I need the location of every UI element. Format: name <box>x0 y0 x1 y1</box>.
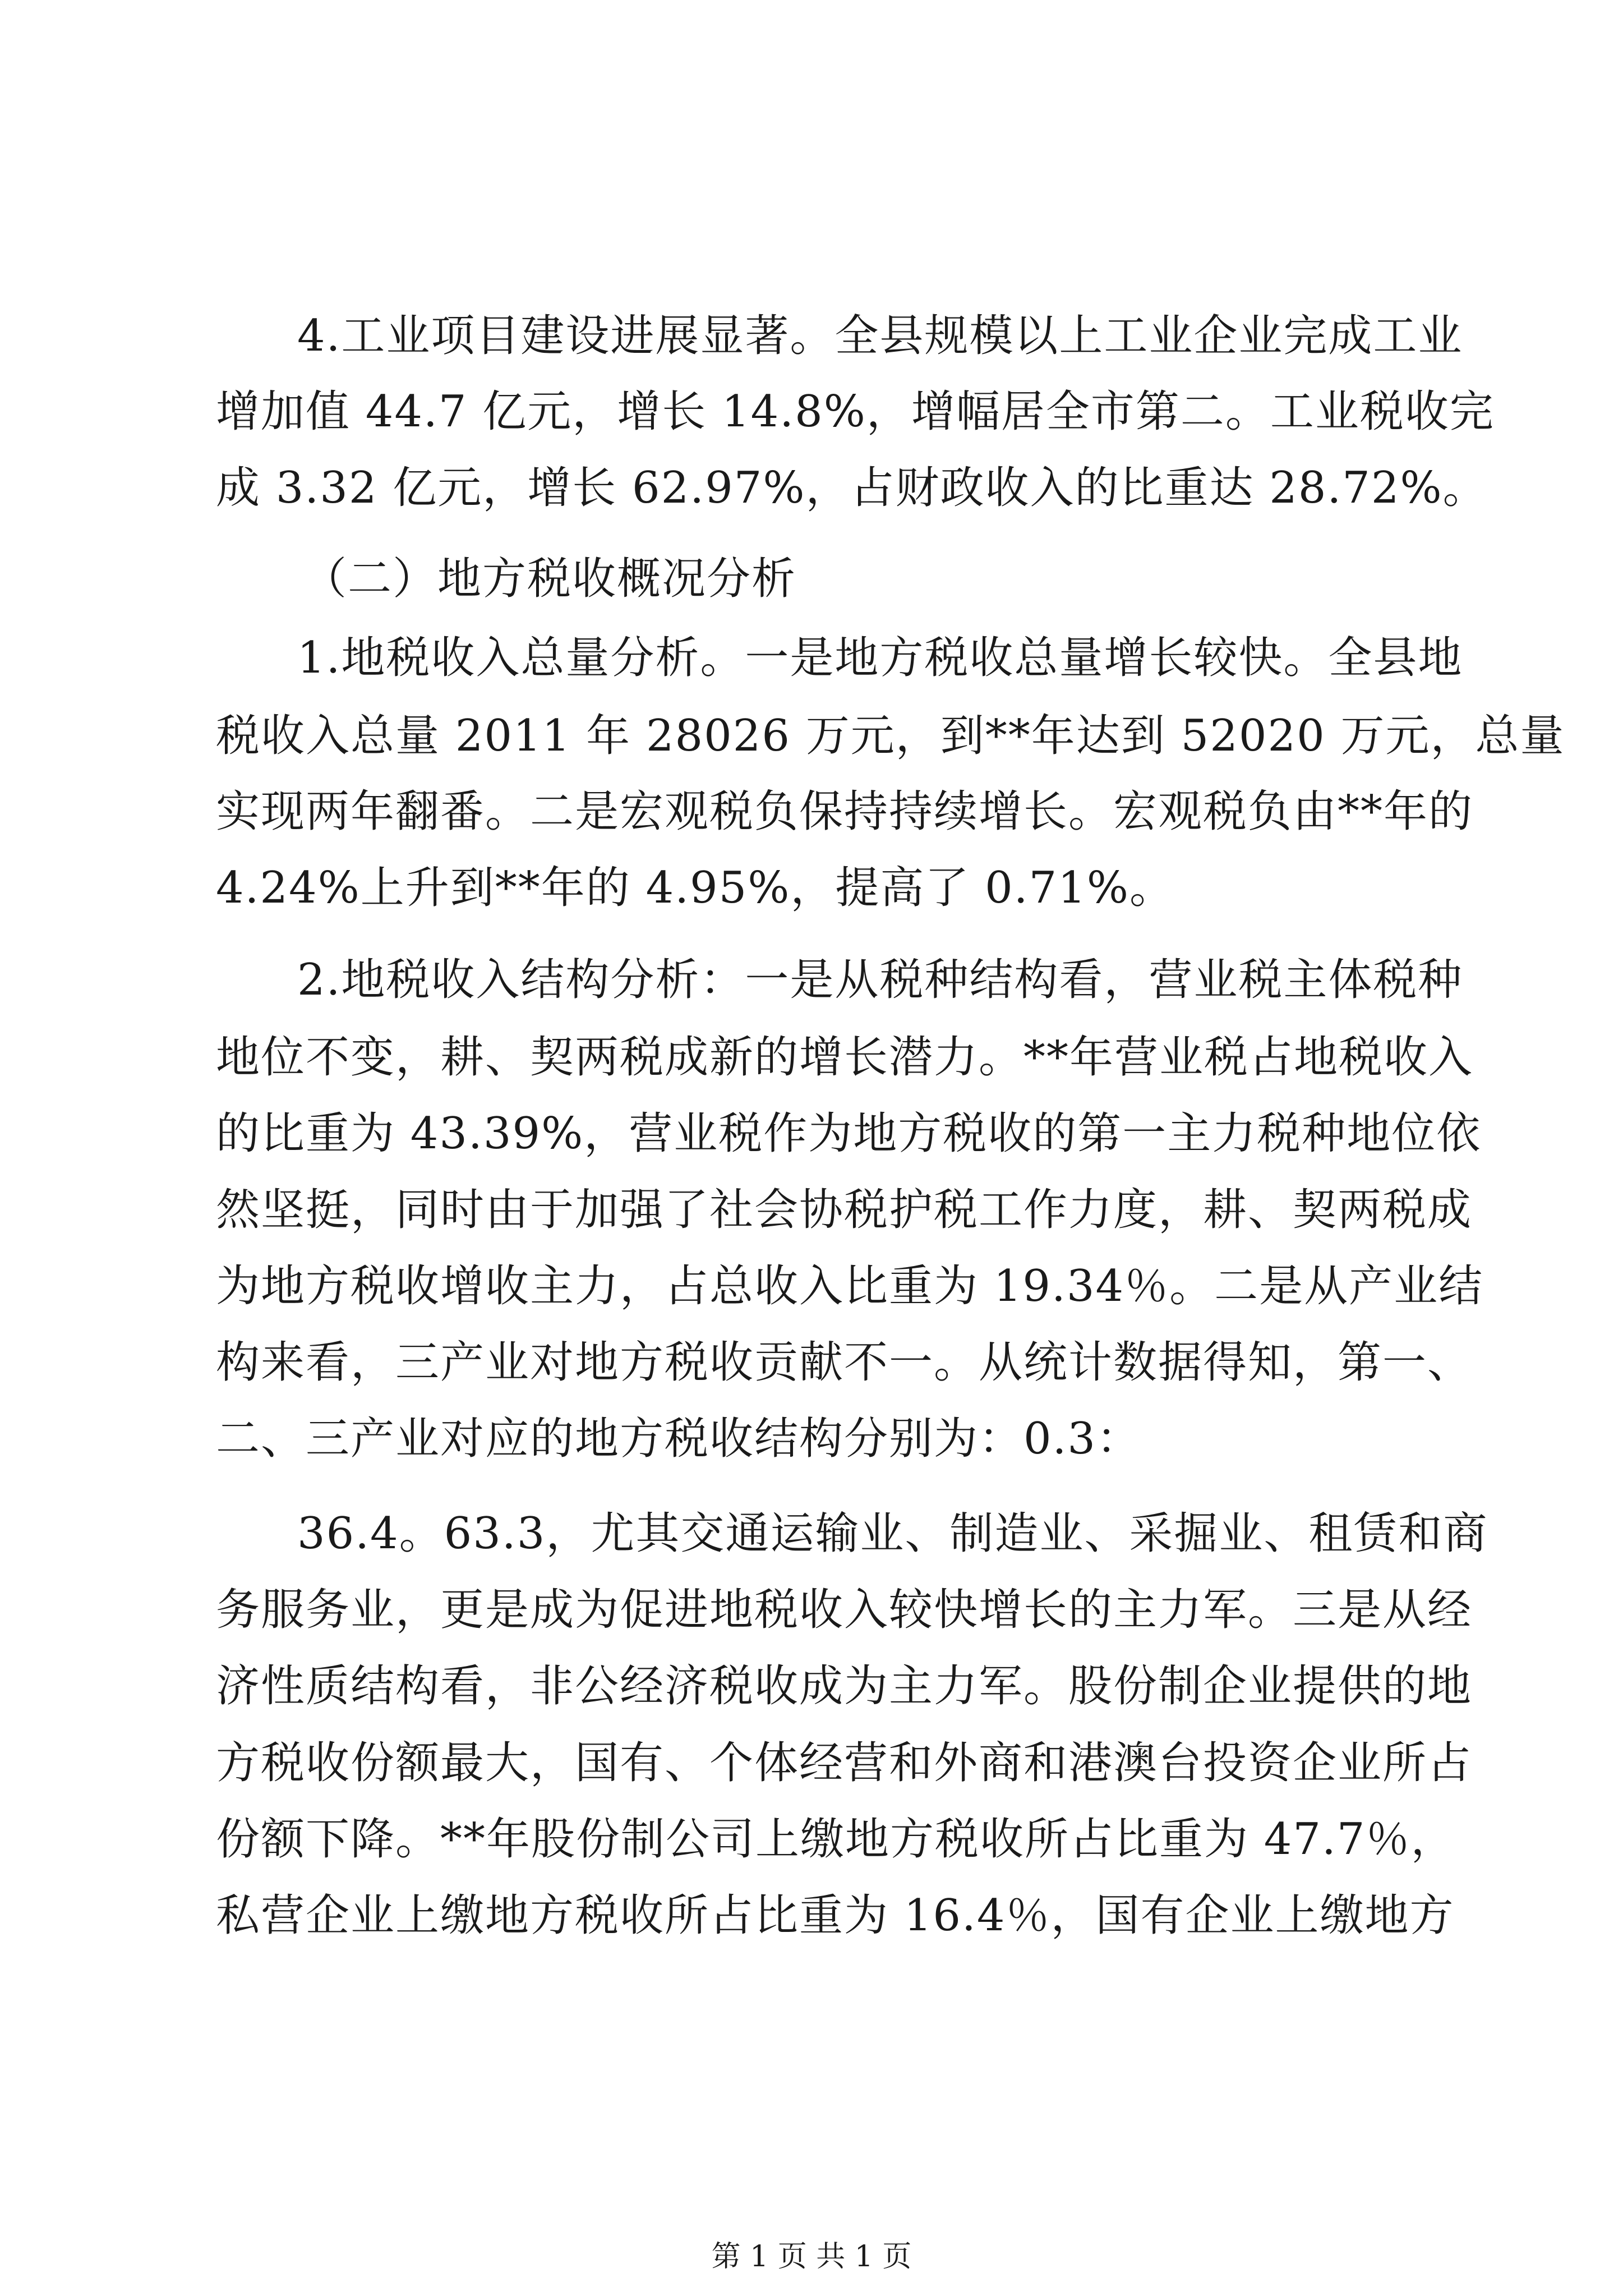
paragraph-total-line-3: 实现两年翻番。二是宏观税负保持持续增长。宏观税负由**年的 <box>216 786 1474 837</box>
paragraph-ownership-line-1: 36.4。63.3，尤其交通运输业、制造业、采掘业、租赁和商 <box>297 1508 1488 1559</box>
paragraph-structure-line-1: 2.地税收入结构分析：一是从税种结构看，营业税主体税种 <box>297 955 1463 1005</box>
paragraph-ownership-line-4: 方税收份额最大，国有、个体经营和外商和港澳台投资企业所占 <box>216 1738 1473 1788</box>
paragraph-ownership-line-3: 济性质结构看，非公经济税收成为主力军。股份制企业提供的地 <box>216 1661 1473 1711</box>
paragraph-ownership-line-6: 私营企业上缴地方税收所占比重为 16.4％，国有企业上缴地方 <box>216 1890 1455 1941</box>
paragraph-structure-line-6: 构来看，三产业对地方税收贡献不一。从统计数据得知，第一、 <box>216 1337 1473 1388</box>
paragraph-industrial-line-3: 成 3.32 亿元，增长 62.97%，占财政收入的比重达 28.72%。 <box>216 463 1488 513</box>
paragraph-ownership-line-2: 务服务业，更是成为促进地税收入较快增长的主力军。三是从经 <box>216 1585 1473 1635</box>
page-footer: 第 1 页 共 1 页 <box>711 2240 912 2274</box>
paragraph-industrial-line-1: 4.工业项目建设进展显著。全县规模以上工业企业完成工业 <box>297 311 1463 361</box>
paragraph-structure-line-2: 地位不变，耕、契两税成新的增长潜力。**年营业税占地税收入 <box>216 1032 1474 1083</box>
paragraph-total-line-1: 1.地税收入总量分析。一是地方税收总量增长较快。全县地 <box>297 633 1463 683</box>
section-heading: （二）地方税收概况分析 <box>303 554 797 604</box>
paragraph-structure-line-3: 的比重为 43.39%，营业税作为地方税收的第一主力税种地位依 <box>216 1108 1482 1159</box>
paragraph-ownership-line-5: 份额下降。**年股份制公司上缴地方税收所占比重为 47.7％， <box>216 1814 1456 1865</box>
paragraph-total-line-4: 4.24%上升到**年的 4.95%，提高了 0.71%。 <box>216 863 1174 913</box>
paragraph-structure-line-4: 然坚挺，同时由于加强了社会协税护税工作力度，耕、契两税成 <box>216 1185 1473 1235</box>
paragraph-industrial-line-2: 增加值 44.7 亿元，增长 14.8%，增幅居全市第二。工业税收完 <box>216 386 1495 437</box>
paragraph-total-line-2: 税收入总量 2011 年 28026 万元，到**年达到 52020 万元，总量 <box>216 711 1565 761</box>
paragraph-structure-line-7: 二、三产业对应的地方税收结构分别为：0.3： <box>216 1414 1142 1464</box>
paragraph-structure-line-5: 为地方税收增收主力，占总收入比重为 19.34％。二是从产业结 <box>216 1261 1484 1312</box>
